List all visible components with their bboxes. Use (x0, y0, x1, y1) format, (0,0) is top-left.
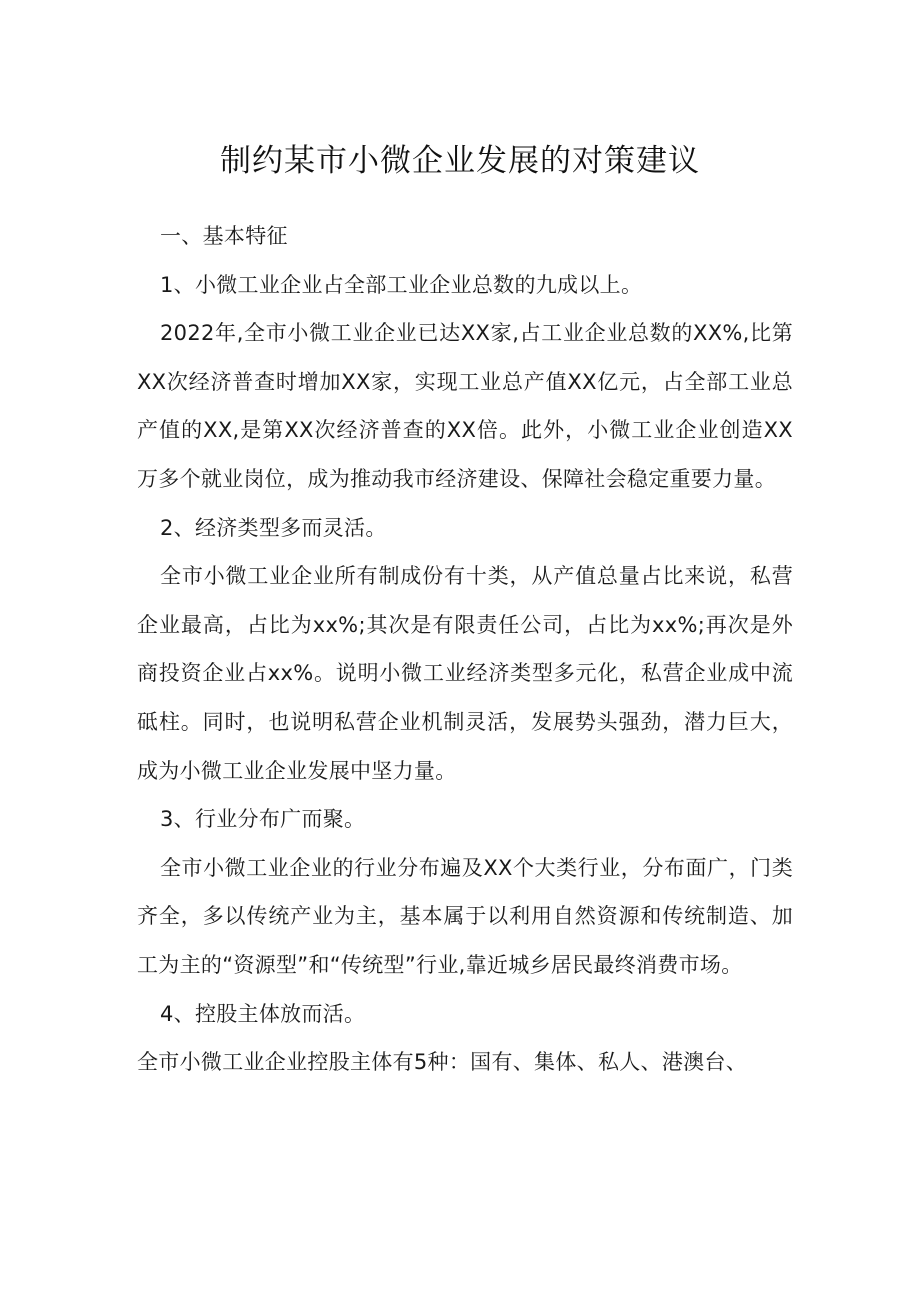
subheading-2: 2、经济类型多而灵活。 (160, 515, 387, 540)
document-body (137, 212, 793, 1087)
paragraph-4: 全市小微工业企业控股主体有5种：国有、集体、私人、港澳台、 (137, 1050, 748, 1075)
paragraph-2: 全市小微工业企业所有制成份有十类，从产值总量占比来说，私营企业最高，占比为xx%;其次是有限责任公司，占比为xx%;再次是外商投资企业占xx%。说明小微工业经济类型多元化，私营企业成中流砥柱。同时，也说明私营企业机制灵活，发展势头强劲，潜力巨大，成为小微工业企业发展中坚力量。 (137, 564, 793, 783)
paragraph-3: 全市小微工业企业的行业分布遍及XX个大类行业，分布面广，门类齐全，多以传统产业为主，基本属于以利用自然资源和传统制造、加工为主的“资源型”和“传统型”行业,靠近城乡居民最终消费市场。 (137, 855, 793, 977)
subheading-1: 1、小微工业企业占全部工业企业总数的九成以上。 (160, 272, 643, 297)
subheading-4: 4、控股主体放而活。 (160, 1001, 366, 1026)
subheading-3: 3、行业分布广而聚。 (160, 807, 366, 832)
section-heading-basic-features: 一、基本特征 (160, 224, 288, 248)
paragraph-1: 2022年,全市小微工业企业已达XX家,占工业企业总数的XX%,比第XX次经济普查时增加XX家，实现工业总产值XX亿元，占全部工业总产值的XX,是第XX次经济普查的XX倍。此外，小微工业企业创造XX万多个就业岗位，成为推动我市经济建设、保障社会稳定重要力量。 (137, 321, 793, 491)
document-title: 制约某市小微企业发展的对策建议 (220, 143, 700, 179)
